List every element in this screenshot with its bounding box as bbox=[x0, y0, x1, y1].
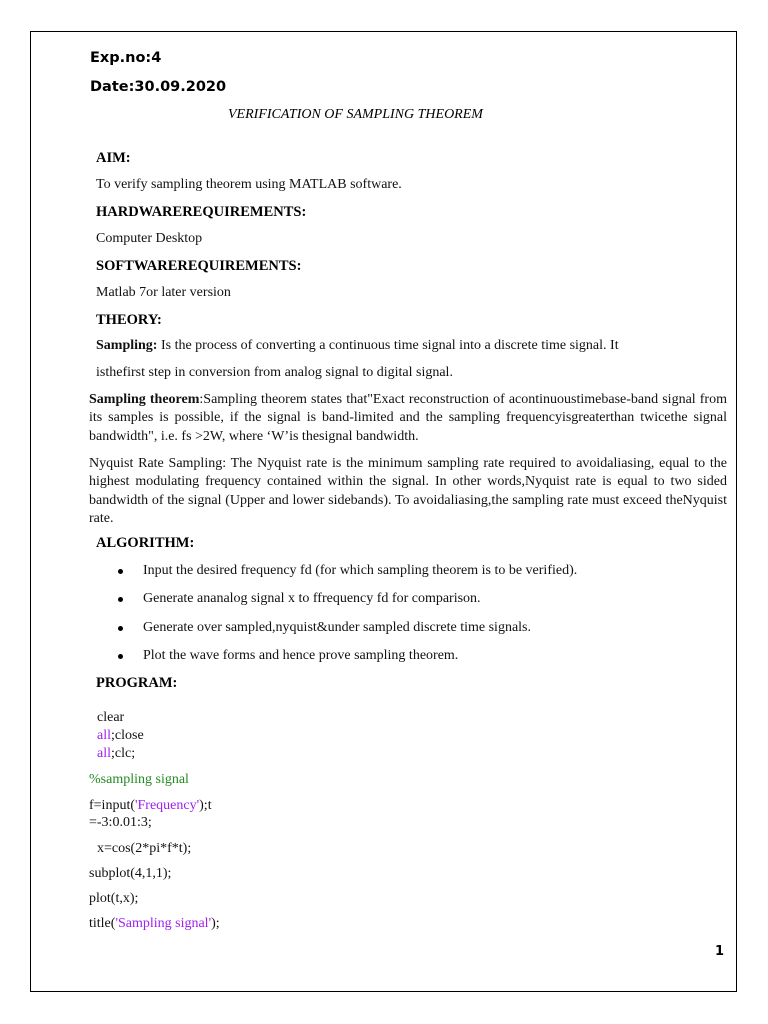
code-text: ); bbox=[211, 916, 220, 931]
sampling-label: Sampling: bbox=[96, 338, 158, 353]
code-string: 'Sampling signal' bbox=[115, 916, 212, 931]
software-heading: SOFTWAREREQUIREMENTS: bbox=[96, 258, 302, 274]
experiment-number: Exp.no:4 bbox=[90, 50, 162, 66]
code-text: f=input( bbox=[89, 798, 135, 813]
sampling-definition-line1 bbox=[96, 338, 619, 354]
experiment-date: Date:30.09.2020 bbox=[90, 79, 227, 95]
sampling-theorem-paragraph bbox=[89, 391, 727, 446]
page-number: 1 bbox=[715, 944, 725, 959]
code-string: 'Frequency' bbox=[135, 798, 200, 813]
code-keyword: all bbox=[97, 728, 111, 743]
aim-text: To verify sampling theorem using MATLAB software. bbox=[96, 177, 402, 192]
hardware-heading: HARDWAREREQUIREMENTS: bbox=[96, 204, 307, 220]
code-text: );t bbox=[199, 798, 212, 813]
code-keyword: all bbox=[97, 746, 111, 761]
sampling-theorem-text: :Sampling theorem states that"Exact reconstruction of acontinuoustimebase-band signal from its samples is possible, if the signal is band-limited and the sampling frequencyisgreaterthan twicethe signal bandwidth", i.e. fs >2W, where ‘W’is thesignal bandwidth. bbox=[89, 392, 727, 444]
program-heading: PROGRAM: bbox=[96, 675, 178, 691]
code-text: ;close bbox=[111, 728, 144, 743]
page-title: VERIFICATION OF SAMPLING THEOREM bbox=[228, 107, 483, 122]
code-text: ;clc; bbox=[111, 746, 136, 761]
algorithm-heading: ALGORITHM: bbox=[96, 535, 195, 551]
code-line-plot: plot(t,x); bbox=[89, 891, 139, 906]
aim-heading: AIM: bbox=[96, 150, 131, 166]
algorithm-step: Generate over sampled,nyquist&under sampled discrete time signals. bbox=[143, 620, 532, 635]
algorithm-step: Plot the wave forms and hence prove sampling theorem. bbox=[143, 648, 459, 663]
software-text: Matlab 7or later version bbox=[96, 285, 231, 300]
code-line-clc bbox=[97, 746, 135, 762]
bullet-icon bbox=[118, 597, 123, 602]
bullet-icon bbox=[118, 654, 123, 659]
code-line-input bbox=[89, 798, 212, 814]
sampling-theorem-label: Sampling theorem bbox=[89, 392, 200, 407]
code-line-close bbox=[97, 728, 144, 744]
theory-heading: THEORY: bbox=[96, 312, 162, 328]
sampling-definition-line2: isthefirst step in conversion from analog signal to digital signal. bbox=[96, 365, 453, 380]
algorithm-step: Generate ananalog signal x to ffrequency fd for comparison. bbox=[143, 591, 481, 606]
code-comment: %sampling signal bbox=[89, 772, 189, 787]
algorithm-step: Input the desired frequency fd (for which sampling theorem is to be verified). bbox=[143, 563, 578, 578]
hardware-text: Computer Desktop bbox=[96, 231, 203, 246]
code-line-clear: clear bbox=[97, 710, 125, 725]
code-line-cos: x=cos(2*pi*f*t); bbox=[97, 841, 192, 856]
code-text: title( bbox=[89, 916, 116, 931]
code-line-time: =-3:0.01:3; bbox=[89, 815, 152, 830]
bullet-icon bbox=[118, 569, 123, 574]
bullet-icon bbox=[118, 626, 123, 631]
code-line-title bbox=[89, 916, 220, 932]
nyquist-paragraph: Nyquist Rate Sampling: The Nyquist rate is the minimum sampling rate required to avoidaliasing, equal to the highest modulating frequency contained within the signal. In other words,Nyquist rate is equal to two sided bandwidth of the signal (Upper and lower sidebands). To avoidaliasing,the sampling rate must exceed theNyquist rate. bbox=[89, 456, 727, 526]
code-line-subplot: subplot(4,1,1); bbox=[89, 866, 172, 881]
sampling-text: Is the process of converting a continuous time signal into a discrete time signal. It bbox=[157, 338, 619, 353]
